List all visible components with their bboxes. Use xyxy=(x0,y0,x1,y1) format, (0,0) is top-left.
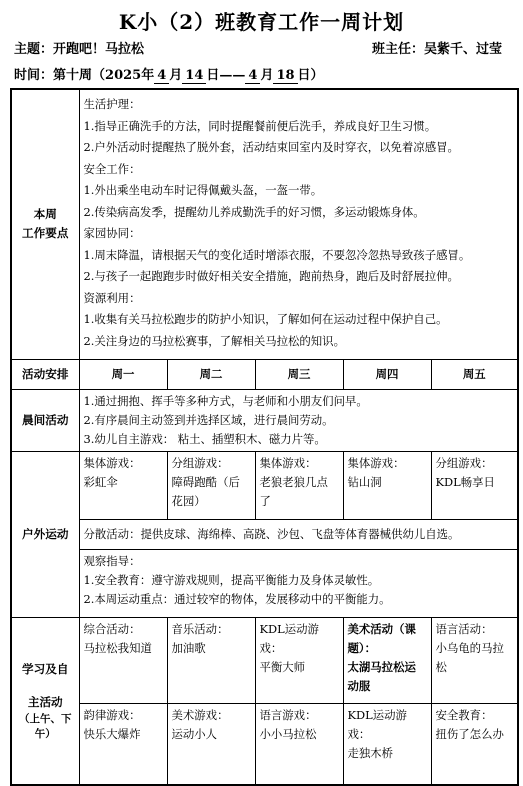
outdoor-game-cell xyxy=(431,451,518,519)
start-day: 14 xyxy=(182,68,206,84)
morning-label: 晨间活动 xyxy=(11,389,79,451)
game-name: 彩虹伞 xyxy=(83,474,118,489)
learning-cell xyxy=(343,703,431,785)
morning-content xyxy=(79,389,518,451)
focus-line: 家园协同： xyxy=(83,226,141,240)
learning-cell xyxy=(431,617,518,703)
game-type: 分组游戏： xyxy=(435,455,493,470)
activity-type: 美术游戏： xyxy=(171,707,229,722)
start-month: 4 xyxy=(154,68,169,84)
activity-type: KDL运动游戏： xyxy=(259,621,319,655)
activity-type: 美术活动（课题）： xyxy=(347,621,416,655)
theme-label: 主题： xyxy=(14,42,54,57)
theme-value: 开跑吧！马拉松 xyxy=(53,42,145,57)
game-name: 障碍跑酷（后花园） xyxy=(171,474,240,508)
end-day: 18 xyxy=(273,68,297,84)
activity-type: KDL运动游戏： xyxy=(347,707,407,741)
date-prefix: （2025年 xyxy=(92,68,155,83)
activity-name: 加油歌 xyxy=(171,640,206,655)
focus-line: 2.与孩子一起跑跑步时做好相关安全措施，跑前热身，跑后及时舒展拉伸。 xyxy=(83,269,459,283)
focus-line: 1.收集有关马拉松跑步的防护小知识，了解如何在运动过程中保护自己。 xyxy=(83,312,448,326)
focus-line: 安全工作： xyxy=(83,161,141,176)
learning-cell xyxy=(79,617,167,703)
teacher-line xyxy=(372,38,502,57)
month-char-2: 月 xyxy=(260,68,274,83)
page-title: K小（2）班教育工作一周计划 xyxy=(118,10,405,34)
outdoor-label: 户外运动 xyxy=(11,451,79,617)
schedule-label: 活动安排 xyxy=(11,359,79,389)
morning-row xyxy=(11,389,518,451)
focus-row xyxy=(11,89,518,359)
learning-row-1 xyxy=(11,617,518,703)
activity-name: 太湖马拉松运动服 xyxy=(347,659,416,693)
activity-name: 马拉松我知道 xyxy=(83,640,152,655)
learning-cell xyxy=(167,617,255,703)
game-type: 分组游戏： xyxy=(171,455,229,470)
learning-cell xyxy=(255,617,343,703)
outdoor-observe xyxy=(79,549,518,617)
activity-name: 小小马拉松 xyxy=(259,726,317,741)
week-value: 第十周 xyxy=(53,68,93,83)
game-name: KDL畅享日 xyxy=(435,474,495,489)
teacher-value: 吴紫千、过莹 xyxy=(424,42,503,57)
day-thursday: 周四 xyxy=(343,359,431,389)
activity-type: 安全教育： xyxy=(435,707,493,722)
focus-label-line-2: 工作要点 xyxy=(22,226,69,241)
morning-line: 3.幼儿自主游戏： 粘土、插塑积木、磁力片等。 xyxy=(83,431,326,446)
end-month: 4 xyxy=(245,68,260,84)
activity-type: 音乐活动： xyxy=(171,621,229,636)
schedule-row xyxy=(11,359,518,389)
time-line xyxy=(14,64,324,84)
focus-line: 资源利用： xyxy=(83,290,141,305)
game-type: 集体游戏： xyxy=(259,455,317,470)
outdoor-game-cell xyxy=(343,451,431,519)
weekly-plan-table xyxy=(10,88,519,786)
learning-cell xyxy=(79,703,167,785)
game-type: 集体游戏： xyxy=(83,455,141,470)
activity-name: 快乐大爆炸 xyxy=(83,726,141,741)
focus-label xyxy=(11,89,79,359)
outdoor-scatter-row xyxy=(11,519,518,549)
learning-row-2 xyxy=(11,703,518,785)
learning-cell xyxy=(431,703,518,785)
focus-line: 1.指导正确洗手的方法，同时提醒餐前便后洗手，养成良好卫生习惯。 xyxy=(83,118,437,133)
morning-line: 1.通过拥抱、挥手等多种方式，与老师和小朋友们问早。 xyxy=(83,393,368,408)
activity-name: 小乌龟的马拉松 xyxy=(435,640,504,674)
activity-type: 语言活动： xyxy=(435,621,493,636)
game-name: 老狼老狼几点了 xyxy=(259,474,328,508)
time-label: 时间： xyxy=(14,68,54,83)
focus-line: 1.周末降温，请根据天气的变化适时增添衣服，不要忽冷忽热导致孩子感冒。 xyxy=(83,247,471,262)
focus-content xyxy=(79,89,518,359)
outdoor-games-row xyxy=(11,451,518,519)
outdoor-scatter xyxy=(79,519,518,549)
learning-cell xyxy=(167,703,255,785)
activity-name: 平衡大师 xyxy=(259,659,306,674)
observe-line: 1.安全教育：遵守游戏规则，提高平衡能力及身体灵敏性。 xyxy=(83,572,380,587)
day-friday: 周五 xyxy=(431,359,518,389)
learning-cell xyxy=(255,703,343,785)
focus-line: 生活护理： xyxy=(83,97,141,111)
activity-type: 综合活动： xyxy=(83,621,141,636)
focus-line: 1.外出乘坐电动车时记得佩戴头盔，一盔一带。 xyxy=(83,183,323,197)
observe-line: 2.本周运动重点：通过较窄的物体，发展移动中的平衡能力。 xyxy=(83,591,391,606)
outdoor-game-cell xyxy=(167,451,255,519)
day-wednesday: 周三 xyxy=(255,359,343,389)
activity-type: 韵律游戏： xyxy=(83,707,141,722)
learning-label-line-3: （上午、下午） xyxy=(19,712,72,740)
day-char-1: 日 xyxy=(206,68,220,83)
focus-line: 2.户外活动时提醒热了脱外套，活动结束回室内及时穿衣，以免着凉感冒。 xyxy=(83,140,459,154)
focus-label-line-1: 本周 xyxy=(33,207,57,222)
activity-name: 扭伤了怎么办 xyxy=(435,726,504,741)
theme-line xyxy=(14,38,144,57)
outdoor-game-cell xyxy=(255,451,343,519)
outdoor-observe-row xyxy=(11,549,518,617)
day-char-2: 日） xyxy=(297,68,324,83)
game-type: 集体游戏： xyxy=(347,455,405,470)
day-tuesday: 周二 xyxy=(167,359,255,389)
morning-line: 2.有序晨间主动签到并选择区域，进行晨间劳动。 xyxy=(83,412,334,427)
month-char-1: 月 xyxy=(169,68,183,83)
learning-label-line-2: 主活动 xyxy=(27,694,63,709)
teacher-label: 班主任： xyxy=(372,42,425,57)
day-monday: 周一 xyxy=(79,359,167,389)
activity-name: 运动小人 xyxy=(171,726,218,741)
observe-line: 观察指导： xyxy=(83,553,141,568)
game-name: 钻山洞 xyxy=(347,474,382,489)
focus-line: 2.传染病高发季，提醒幼儿养成勤洗手的好习惯，多运动锻炼身体。 xyxy=(83,204,425,219)
learning-cell xyxy=(343,617,431,703)
activity-name: 走独木桥 xyxy=(347,745,394,760)
learning-label xyxy=(11,617,79,785)
date-dash: —— xyxy=(219,68,246,83)
learning-label-line-1: 学习及自 xyxy=(22,661,69,676)
outdoor-game-cell xyxy=(79,451,167,519)
scatter-text: 分散活动：提供皮球、海绵棒、高跷、沙包、飞盘等体育器械供幼儿自选。 xyxy=(83,526,460,541)
focus-line: 2.关注身边的马拉松赛事，了解相关马拉松的知识。 xyxy=(83,333,345,348)
activity-type: 语言游戏： xyxy=(259,707,317,722)
